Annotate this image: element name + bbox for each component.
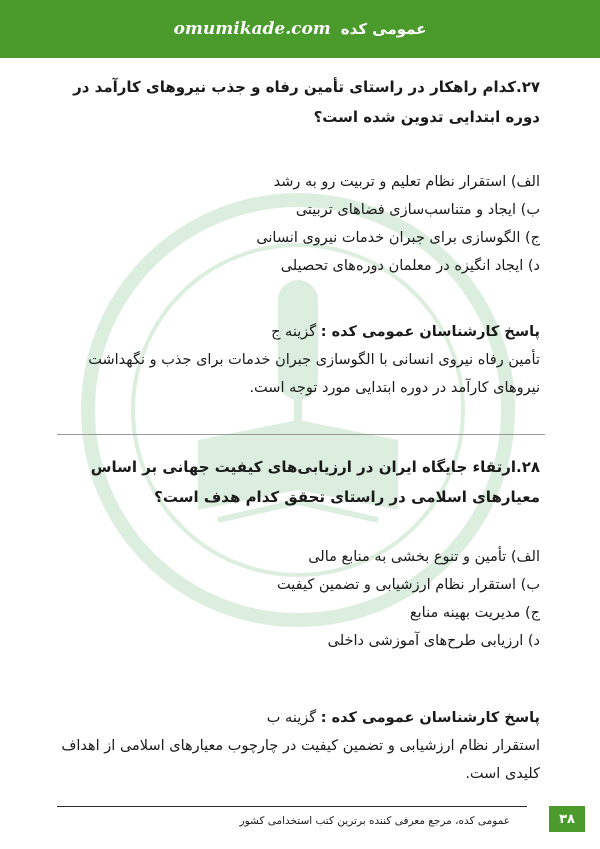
answer-label: پاسخ کارشناسان عمومی کده :: [320, 710, 540, 726]
option-jim: ج) الگوسازی برای جبران خدمات نیروی انسانی: [256, 230, 540, 246]
answer-explanation: استقرار نظام ارزشیابی و تضمین کیفیت در چارچوب معیارهای اسلامی از اهداف کلیدی است.: [61, 738, 540, 782]
question-28-options: [55, 543, 540, 655]
question-28-answer: [55, 704, 540, 788]
option-be: ب) استقرار نظام ارزشیابی و تضمین کیفیت: [277, 577, 540, 593]
answer-explanation: تأمین رفاه نیروی انسانی با الگوسازی جبران خدمات برای جذب و نگهداشت نیروهای کارآمد در دوره ابتدایی مورد توجه است.: [88, 352, 540, 396]
section-divider: [57, 434, 545, 435]
site-url[interactable]: omumikade.com: [173, 19, 331, 39]
footer-rule: [57, 806, 527, 807]
page-number: ۳۸: [549, 806, 585, 832]
answer-choice: گزینه ب: [266, 710, 317, 726]
option-dal: د) ارزیابی طرح‌های آموزشی داخلی: [327, 633, 540, 649]
answer-choice: گزینه ج: [271, 324, 317, 340]
option-alef: الف) تأمین و تنوع بخشی به منابع مالی: [308, 549, 540, 565]
question-28-title: ۲۸.ارتقاء جایگاه ایران در ارزیابی‌های کیفیت جهانی بر اساس معیارهای اسلامی در راستای تحقق کدام هدف است؟: [90, 458, 540, 506]
option-jim: ج) مدیریت بهینه منابع: [409, 605, 540, 621]
footer-tagline: عمومی کده، مرجع معرفی کننده برترین کتب استخدامی کشور: [239, 815, 510, 827]
option-alef: الف) استقرار نظام تعلیم و تربیت رو به رشد: [273, 174, 540, 190]
question-27-answer: [55, 318, 540, 402]
question-27-options: [55, 168, 540, 280]
option-dal: د) ایجاد انگیزه در معلمان دوره‌های تحصیلی: [280, 258, 540, 274]
option-be: ب) ایجاد و متناسب‌سازی فضاهای تربیتی: [295, 202, 540, 218]
answer-label: پاسخ کارشناسان عمومی کده :: [320, 324, 540, 340]
question-27-title: ۲۷.کدام راهکار در راستای تأمین رفاه و جذب نیروهای کارآمد در دوره ابتدایی تدوین شده است؟: [73, 78, 540, 126]
brand-name: عمومی کده: [340, 20, 427, 38]
